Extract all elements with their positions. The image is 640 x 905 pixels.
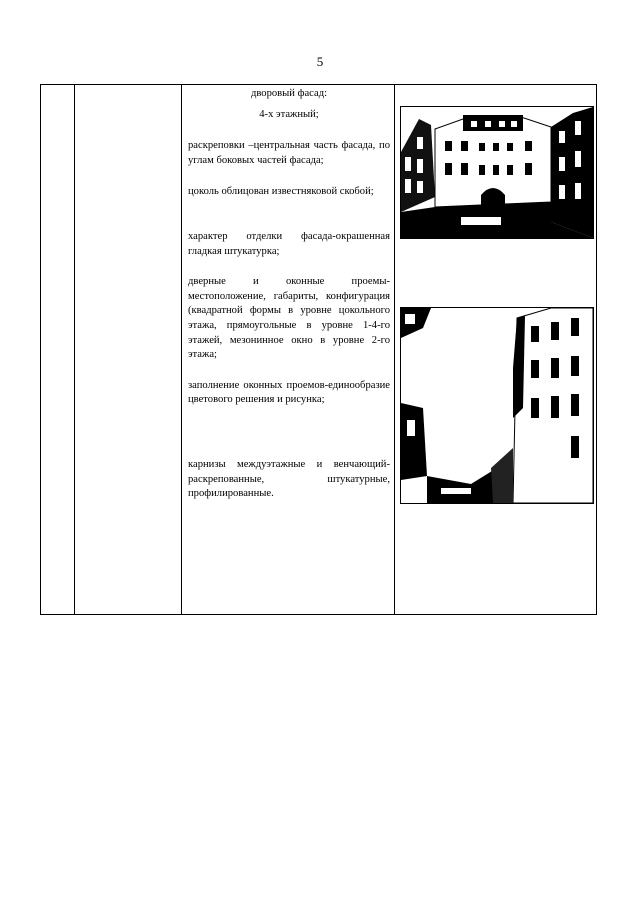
facade-cornices: карнизы междуэтажные и венчающий- раскрепованные, штукатурные, профилированные. bbox=[188, 458, 390, 500]
facade-description bbox=[188, 87, 390, 502]
facade-title: дворовый фасад: bbox=[250, 88, 328, 99]
courtyard-facade-photo bbox=[400, 106, 594, 239]
facade-plinth: цоколь облицован известняковой скобой; bbox=[188, 186, 374, 198]
facade-openings: дверные и оконные проемы-местоположение, габариты, конфигурация (квадратной формы в уровне цокольного этажа, прямоугольные в уровне 1-4-го этажей, мезонинное окно в уровне 2-го этажа; bbox=[188, 276, 390, 361]
street-corner-photo bbox=[400, 307, 594, 504]
facade-floors: 4-х этажный; bbox=[259, 108, 319, 120]
facade-finish: характер отделки фасада-окрашенная гладкая штукатурка; bbox=[188, 230, 390, 257]
facade-fillings: заполнение оконных проемов-единообразие цветового решения и рисунка; bbox=[188, 379, 390, 406]
page-number: 5 bbox=[316, 54, 324, 69]
column-divider-1 bbox=[74, 85, 75, 614]
description-table bbox=[40, 84, 597, 615]
column-divider-3 bbox=[394, 85, 395, 614]
column-divider-2 bbox=[181, 85, 182, 614]
facade-projections: раскреповки –центральная часть фасада, по углам боковых частей фасада; bbox=[188, 140, 390, 166]
